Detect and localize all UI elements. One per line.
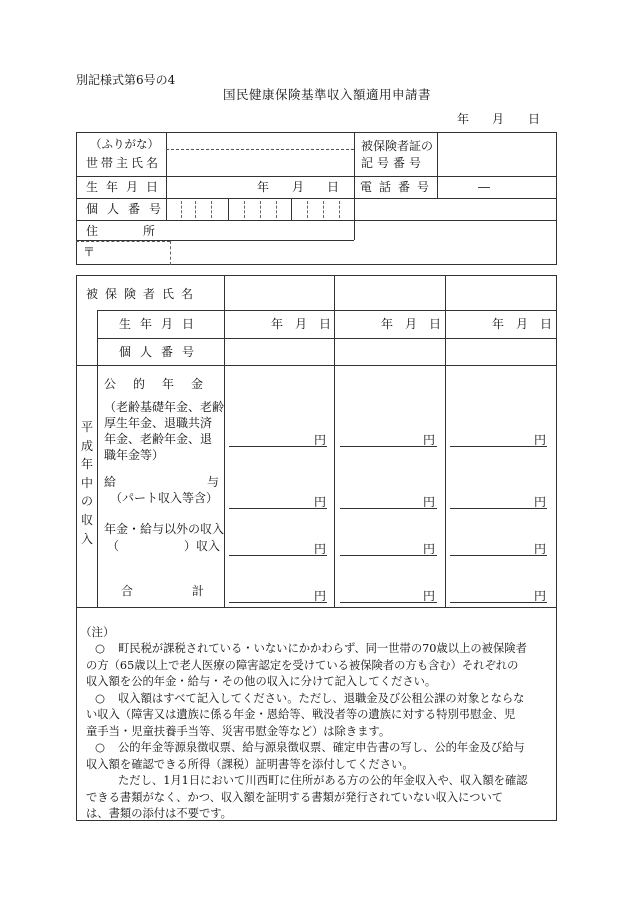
head-name-field[interactable] bbox=[168, 151, 352, 175]
note-2-line-2: い収入（障害又は遺族に係る年金・恩給等、戦没者等の遺族に対する特別弔慰金、児 bbox=[86, 708, 516, 721]
postal-mark: 〒 bbox=[83, 245, 96, 259]
insured-birth-field-1[interactable] bbox=[226, 312, 333, 337]
salary-label-2: 与 bbox=[207, 475, 220, 489]
note-4-line-3: は、書類の添付は不要です。 bbox=[86, 807, 232, 820]
date-year: 年 bbox=[457, 112, 470, 126]
head-birth-month: 月 bbox=[292, 180, 305, 194]
birth-month-3: 月 bbox=[516, 317, 529, 331]
note-2-line-3: 童手当・児童扶養手当等、災害弔慰金等など）は除きます。 bbox=[86, 724, 391, 738]
yen-unit: 円 bbox=[534, 542, 547, 556]
note-bullet-3: ○ bbox=[95, 740, 106, 754]
note-bullet-1: ○ bbox=[95, 641, 106, 655]
pension-amount-1[interactable] bbox=[228, 431, 328, 447]
birth-year-1: 年 bbox=[271, 317, 284, 331]
insured-birth-field-2[interactable] bbox=[336, 312, 444, 337]
salary-detail: （パート収入等含） bbox=[110, 491, 219, 505]
birth-day-3: 日 bbox=[540, 317, 553, 331]
phone-field[interactable] bbox=[439, 178, 555, 197]
date-day: 日 bbox=[528, 112, 541, 126]
insured-personal-number-label: 個人番号 bbox=[119, 345, 204, 359]
pension-detail-4: 職年金等） bbox=[104, 448, 165, 462]
yen-unit: 円 bbox=[423, 433, 436, 447]
insured-number-field[interactable] bbox=[439, 134, 555, 175]
period-label: 平成 年中の収入 bbox=[80, 420, 93, 546]
address-field[interactable] bbox=[172, 242, 555, 263]
notes-heading: （注） bbox=[80, 625, 115, 639]
salary-label-1: 給 bbox=[104, 475, 117, 489]
pension-detail-2: 厚生年金、退職共済 bbox=[104, 416, 213, 430]
insured-number-label-1: 被保険者証の bbox=[361, 139, 434, 153]
head-name-label: 世帯主氏名 bbox=[86, 156, 162, 170]
yen-unit: 円 bbox=[423, 589, 436, 603]
note-2-line-1: 収入額はすべて記入してください。ただし、退職金及び公租公課の対象とならな bbox=[118, 691, 525, 705]
other-income-open: （ bbox=[107, 539, 120, 553]
yen-unit: 円 bbox=[423, 542, 436, 556]
furigana-label: （ふりがな） bbox=[90, 137, 159, 151]
total-label-2: 計 bbox=[192, 584, 205, 598]
insured-name-field-3[interactable] bbox=[447, 277, 555, 309]
pension-detail-1: （老齢基礎年金、老齢 bbox=[104, 400, 225, 414]
birth-year-3: 年 bbox=[492, 317, 505, 331]
birth-day-1: 日 bbox=[319, 317, 332, 331]
page-title: 国民健康保険基準収入額適用申請書 bbox=[223, 87, 432, 102]
birth-year-2: 年 bbox=[381, 317, 394, 331]
note-4-line-2: できる書類がなく、かつ、収入額を証明する書類が発行されていない収入について bbox=[86, 790, 504, 804]
pension-label: 公的年金 bbox=[104, 377, 221, 391]
address-label-1: 住 bbox=[86, 224, 99, 238]
yen-unit: 円 bbox=[423, 495, 436, 509]
birth-label: 生年月日 bbox=[86, 180, 167, 194]
personal-number-label: 個人番号 bbox=[86, 202, 171, 216]
note-3-line-2: 収入額を確認できる所得（課税）証明書等を添付してください。 bbox=[86, 757, 414, 771]
note-4-line-1: ただし、1月1日において川西町に住所がある方の公的年金収入や、収入額を確認 bbox=[118, 774, 528, 787]
yen-unit: 円 bbox=[314, 433, 327, 447]
form-number: 別記様式第6号の4 bbox=[76, 73, 176, 87]
yen-unit: 円 bbox=[534, 433, 547, 447]
other-income-amount-1[interactable] bbox=[228, 540, 328, 556]
yen-unit: 円 bbox=[534, 589, 547, 603]
insured-personal-number-field-1[interactable] bbox=[226, 340, 333, 364]
pension-detail-3: 年金、老齢年金、退 bbox=[104, 432, 213, 446]
yen-unit: 円 bbox=[314, 495, 327, 509]
note-bullet-2: ○ bbox=[95, 691, 106, 705]
total-amount-1[interactable] bbox=[228, 587, 328, 603]
insured-personal-number-field-3[interactable] bbox=[447, 340, 555, 364]
note-1-line-2: の方（65歳以上で老人医療の障害認定を受けている被保険者の方も含む）それぞれの bbox=[86, 658, 519, 672]
birth-month-1: 月 bbox=[295, 317, 308, 331]
date-month: 月 bbox=[492, 112, 505, 126]
other-income-close: ）収入 bbox=[184, 539, 221, 553]
phone-dash: ― bbox=[478, 180, 490, 194]
insured-name-field-2[interactable] bbox=[336, 277, 444, 309]
head-birth-day: 日 bbox=[327, 180, 340, 194]
address-label-2: 所 bbox=[143, 224, 156, 238]
birth-day-2: 日 bbox=[429, 317, 442, 331]
head-birth-year: 年 bbox=[257, 180, 270, 194]
note-1-line-3: 収入額を公的年金・給与・その他の収入に分けて記入してください。 bbox=[86, 675, 437, 688]
total-label-1: 合 bbox=[121, 584, 134, 598]
insured-birth-label: 生年月日 bbox=[119, 317, 204, 331]
yen-unit: 円 bbox=[314, 589, 327, 603]
note-3-line-1: 公的年金等源泉徴収票、給与源泉徴収票、確定申告書の写し、公的年金及び給与 bbox=[118, 741, 525, 754]
note-1-line-1: 町民税が課税されている・いないにかかわらず、同一世帯の70歳以上の被保険者 bbox=[118, 642, 527, 655]
yen-unit: 円 bbox=[314, 542, 327, 556]
birth-month-2: 月 bbox=[405, 317, 418, 331]
insured-birth-field-3[interactable] bbox=[447, 312, 555, 337]
insured-personal-number-field-2[interactable] bbox=[336, 340, 444, 364]
insured-name-label: 被保険者氏名 bbox=[86, 287, 201, 301]
other-income-label: 年金・給与以外の収入 bbox=[104, 522, 225, 536]
insured-number-label-2: 記号番号 bbox=[361, 156, 426, 170]
yen-unit: 円 bbox=[534, 495, 547, 509]
phone-label: 電話番号 bbox=[360, 180, 437, 194]
insured-name-field-1[interactable] bbox=[226, 277, 333, 309]
salary-amount-1[interactable] bbox=[228, 493, 328, 509]
